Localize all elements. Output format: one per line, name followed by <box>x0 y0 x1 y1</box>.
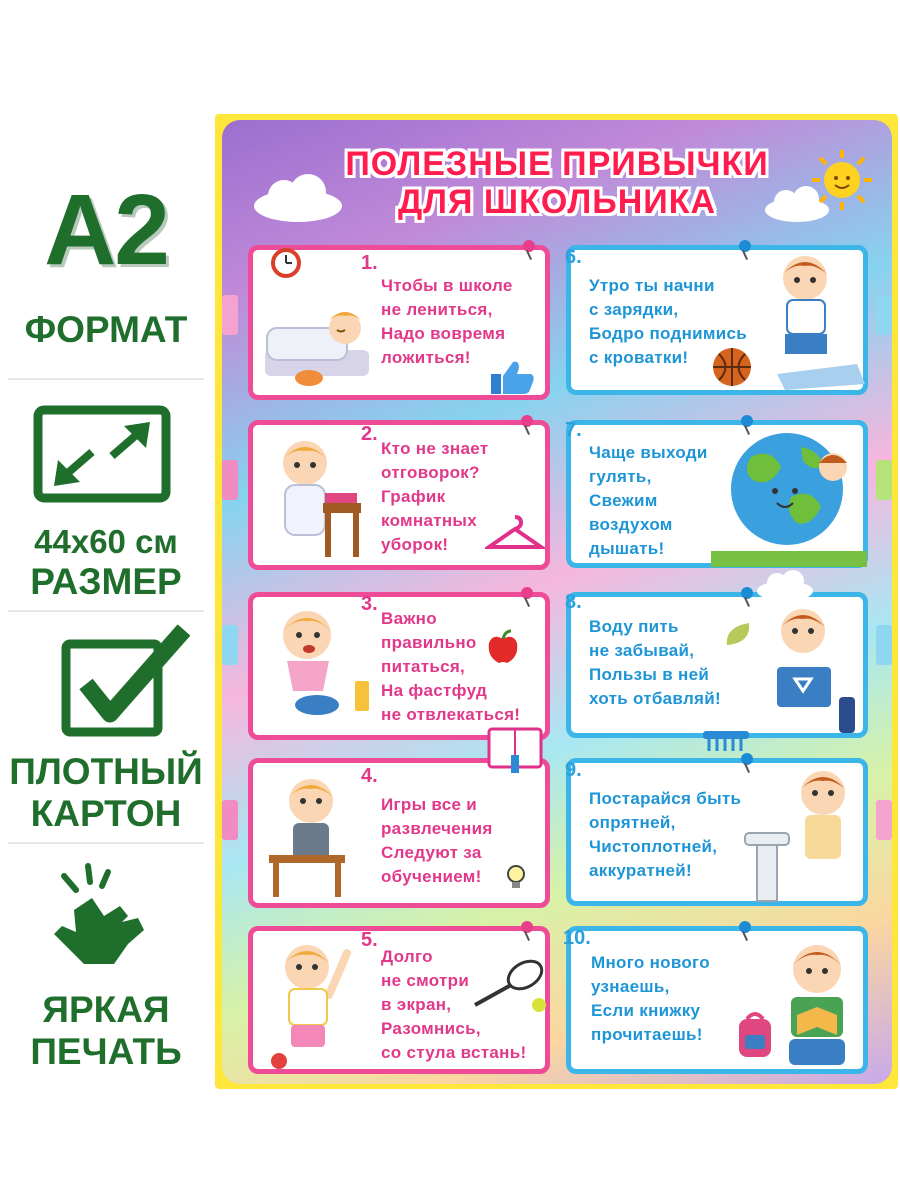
product-features-sidebar <box>0 0 212 1200</box>
hanger-icon <box>485 513 545 553</box>
habit-number: 4. <box>361 765 378 787</box>
habit-card-9 <box>566 758 868 906</box>
habit-card-1 <box>248 245 550 400</box>
side-tab <box>876 800 892 840</box>
habit-text: Долго не смотри в экран, Разомнись, со стула встань! <box>381 947 527 1062</box>
habit-number: 7. <box>565 419 582 441</box>
push-pin-icon <box>741 753 753 765</box>
size-value: 44х60 см <box>34 523 178 560</box>
boy-brushing-teeth-illustration <box>743 763 867 903</box>
habit-card-10 <box>563 926 868 1074</box>
habit-card-3 <box>248 592 550 740</box>
basketball-icon <box>711 346 753 388</box>
habit-number: 3. <box>361 593 378 615</box>
sleeping-girl-illustration <box>257 280 377 390</box>
material-line1: ПЛОТНЫЙ <box>9 751 203 792</box>
poster-title-line1: ПОЛЕЗНЫЕ ПРИВЫЧКИ <box>345 145 769 183</box>
habit-card-7 <box>566 420 868 568</box>
habit-number: 5. <box>361 929 378 951</box>
side-tab <box>876 625 892 665</box>
habit-text: Игры все и развлечения Следуют за обучением! <box>381 795 493 886</box>
habit-text: Важно правильно питаться, На фастфуд не отвлекаться! <box>381 609 521 724</box>
backpack-icon <box>735 1009 775 1059</box>
side-tab <box>222 295 238 335</box>
poster <box>222 120 892 1084</box>
habit-number: 2. <box>361 423 378 445</box>
girl-studying-illustration <box>265 771 375 901</box>
boy-recycling-illustration <box>757 601 867 741</box>
habit-number: 1. <box>361 252 378 274</box>
tap-hand-icon <box>44 860 154 970</box>
habit-number: 9. <box>565 759 582 781</box>
side-tab <box>222 460 238 500</box>
habit-text: Много нового узнаешь, Если книжку прочитаешь! <box>591 953 710 1044</box>
habit-card-5 <box>248 926 550 1074</box>
girl-tidying-illustration <box>263 433 373 563</box>
habit-card-2 <box>248 420 550 570</box>
push-pin-icon <box>739 921 751 933</box>
habit-number: 6. <box>565 246 582 268</box>
habit-number: 10. <box>563 927 591 949</box>
push-pin-icon <box>739 240 751 252</box>
girl-eating-illustration <box>261 601 377 731</box>
format-label: ФОРМАТ <box>24 309 188 350</box>
resize-arrows-icon <box>32 404 172 504</box>
side-tab <box>876 460 892 500</box>
habit-card-8 <box>566 592 868 738</box>
side-tab <box>222 625 238 665</box>
habit-text: Утро ты начни с зарядки, Бодро поднимись с кроватки! <box>589 276 748 367</box>
material-line2: КАРТОН <box>30 793 182 834</box>
side-tab <box>222 800 238 840</box>
print-line2: ПЕЧАТЬ <box>30 1031 182 1072</box>
habit-text: Воду пить не забывай, Пользы в ней хоть отбавляй! <box>589 617 721 708</box>
boy-reading-illustration <box>767 935 867 1075</box>
habit-number: 8. <box>565 591 582 613</box>
habit-text: Постарайся быть опрятней, Чистоплотней, аккуратней! <box>589 789 742 880</box>
water-bottle-icon <box>723 619 753 649</box>
checkmark-icon <box>60 622 190 738</box>
push-pin-icon <box>741 415 753 427</box>
push-pin-icon <box>741 587 753 599</box>
divider <box>8 610 204 612</box>
push-pin-icon <box>523 240 535 252</box>
light-bulb-icon <box>503 863 529 893</box>
alarm-clock-icon <box>269 244 303 278</box>
book-icon <box>485 725 545 775</box>
push-pin-icon <box>521 415 533 427</box>
divider <box>8 378 204 380</box>
side-tab <box>876 295 892 335</box>
comb-icon <box>701 727 751 757</box>
poster-title-line2: ДЛЯ ШКОЛЬНИКА <box>397 183 717 221</box>
thumbs-up-icon <box>489 358 535 396</box>
size-label: РАЗМЕР <box>30 561 182 602</box>
habit-text: Кто не знает отговорок? График комнатных уборок! <box>381 439 489 554</box>
habit-text: Чаще выходи гулять, Свежим воздухом дышать! <box>589 443 708 558</box>
divider <box>8 842 204 844</box>
push-pin-icon <box>521 587 533 599</box>
tennis-racket-icon <box>469 957 549 1017</box>
cloud-icon <box>755 569 815 603</box>
habit-text: Чтобы в школе не лениться, Надо вовремя ложиться! <box>381 276 513 367</box>
print-line1: ЯРКАЯ <box>42 989 170 1030</box>
boy-exercising-illustration <box>757 244 867 390</box>
push-pin-icon <box>521 921 533 933</box>
habit-card-6 <box>566 245 868 395</box>
habit-card-4 <box>248 758 550 908</box>
format-value: A2 <box>44 174 168 286</box>
planet-earth-icon <box>711 427 867 567</box>
girl-stretching-illustration <box>263 933 373 1073</box>
apple-icon <box>485 629 521 665</box>
